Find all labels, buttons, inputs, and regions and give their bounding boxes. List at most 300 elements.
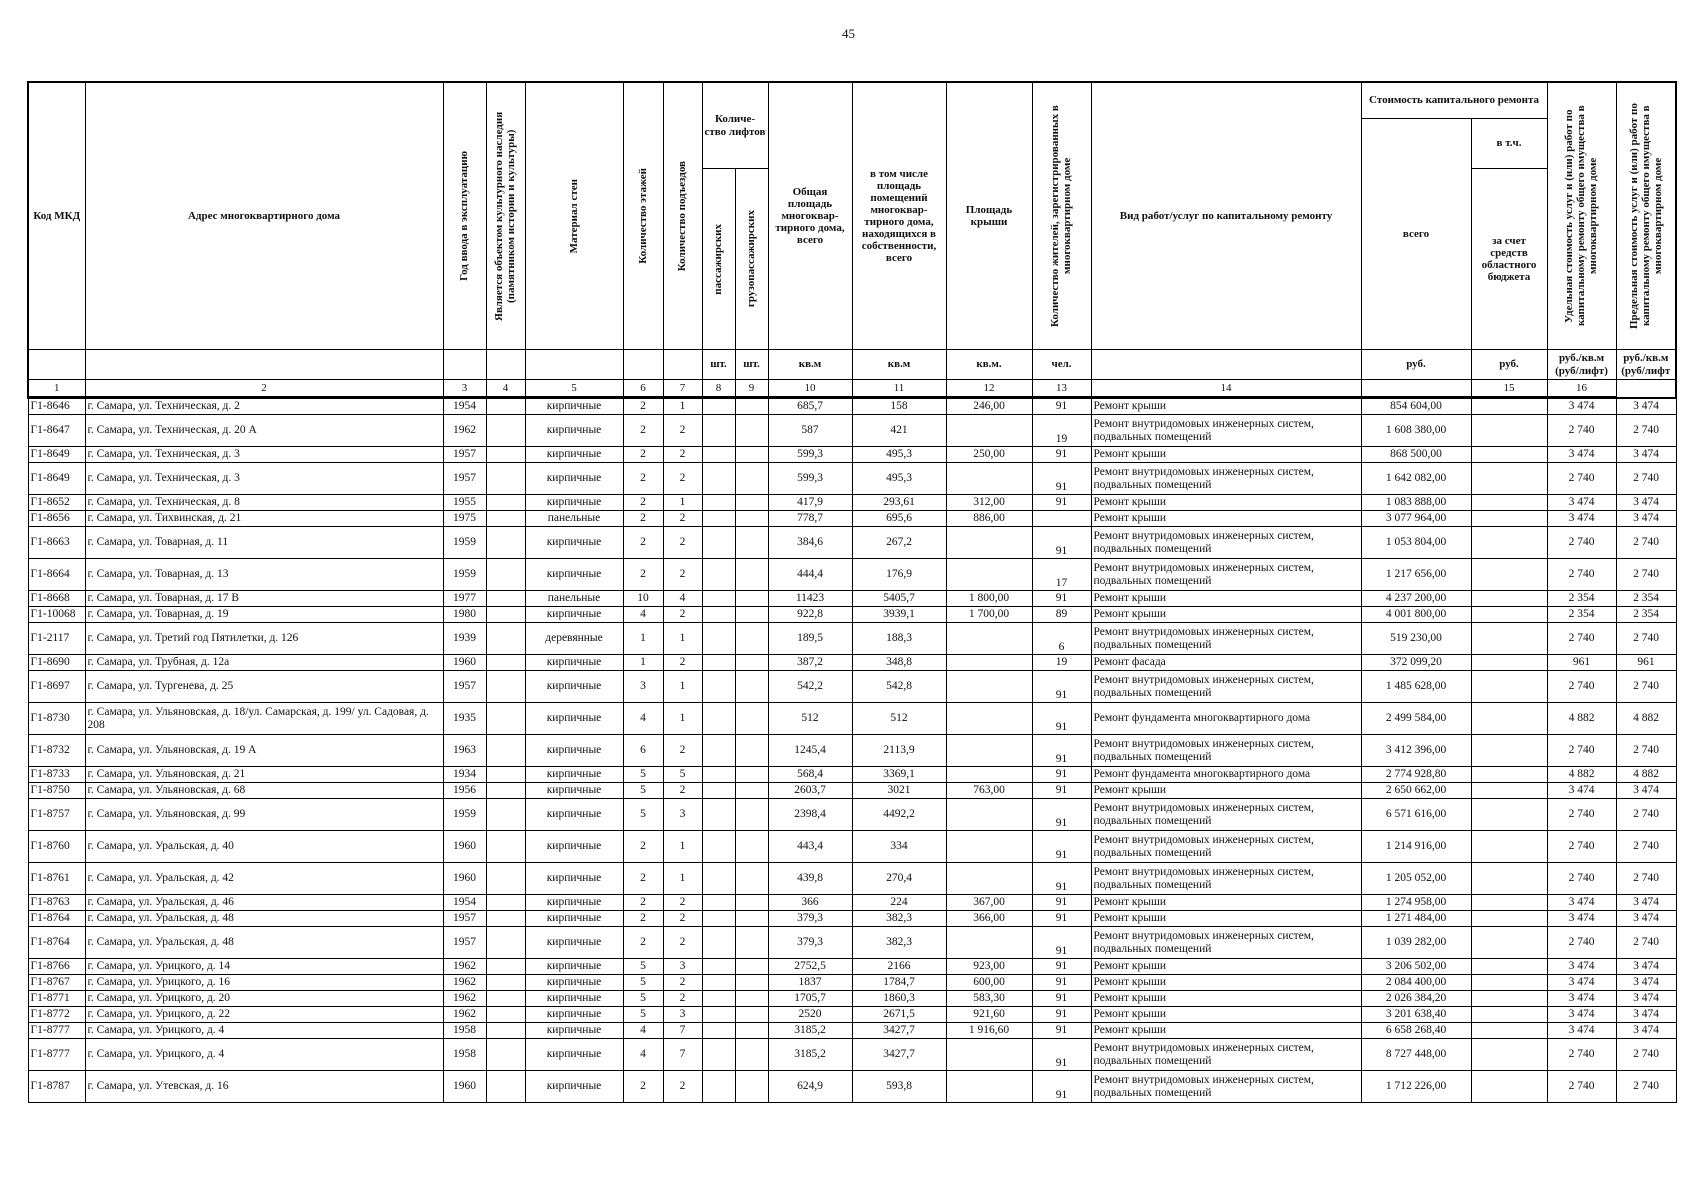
cell-total-area: 443,4	[768, 831, 852, 863]
cell-floors: 2	[623, 559, 663, 591]
cell-material: кирпичные	[525, 1071, 623, 1103]
cell-limit-cost: 3 474	[1616, 895, 1676, 911]
cell-entrances: 2	[663, 559, 702, 591]
table-row	[28, 398, 1676, 415]
cell-code: Г1-10068	[28, 607, 85, 623]
cell-elev-pass	[702, 1071, 735, 1103]
cell-elev-pass	[702, 991, 735, 1007]
cell-year: 1959	[443, 527, 486, 559]
cell-total-area: 778,7	[768, 511, 852, 527]
cell-entrances: 3	[663, 1007, 702, 1023]
cell-residents: 6	[1032, 623, 1091, 655]
cell-residents: 91	[1032, 527, 1091, 559]
cell-cost-regional	[1471, 398, 1547, 415]
cell-code: Г1-8649	[28, 463, 85, 495]
cell-roof-area: 923,00	[946, 959, 1032, 975]
cell-heritage	[486, 559, 525, 591]
cell-material: кирпичные	[525, 703, 623, 735]
units-row	[28, 350, 1676, 380]
cell-roof-area	[946, 927, 1032, 959]
cell-limit-cost: 3 474	[1616, 959, 1676, 975]
cell-heritage	[486, 527, 525, 559]
cell-code: Г1-8730	[28, 703, 85, 735]
cell-unit-cost: 3 474	[1547, 398, 1616, 415]
cell-year: 1960	[443, 831, 486, 863]
cell-roof-area: 250,00	[946, 447, 1032, 463]
cell-code: Г1-8772	[28, 1007, 85, 1023]
cell-cost-total: 8 727 448,00	[1361, 1039, 1471, 1071]
cell-heritage	[486, 463, 525, 495]
header-residents: Количество жителей, зарегистрированных в многоквартирном доме	[1032, 82, 1091, 350]
col-num	[1361, 380, 1471, 398]
cell-work: Ремонт внутридомовых инженерных систем, подвальных помещений	[1091, 735, 1361, 767]
cell-material: кирпичные	[525, 398, 623, 415]
cell-limit-cost: 2 740	[1616, 623, 1676, 655]
cell-elev-pass	[702, 959, 735, 975]
cell-roof-area: 312,00	[946, 495, 1032, 511]
cell-owned-area: 593,8	[852, 1071, 946, 1103]
cell-heritage	[486, 398, 525, 415]
cell-limit-cost: 2 740	[1616, 527, 1676, 559]
cell-limit-cost: 3 474	[1616, 447, 1676, 463]
table-row	[28, 591, 1676, 607]
col-num: 1	[28, 380, 85, 398]
cell-cost-total: 1 271 484,00	[1361, 911, 1471, 927]
cell-year: 1957	[443, 463, 486, 495]
unit-pass: шт.	[702, 350, 735, 380]
cell-roof-area: 1 916,60	[946, 1023, 1032, 1039]
cell-year: 1962	[443, 1007, 486, 1023]
cell-address: г. Самара, ул. Трубная, д. 12а	[85, 655, 443, 671]
cell-total-area: 384,6	[768, 527, 852, 559]
cell-elev-pass	[702, 398, 735, 415]
cell-residents: 91	[1032, 671, 1091, 703]
cell-entrances: 2	[663, 927, 702, 959]
cell-floors: 3	[623, 671, 663, 703]
cell-work: Ремонт внутридомовых инженерных систем, подвальных помещений	[1091, 831, 1361, 863]
cell-cost-regional	[1471, 415, 1547, 447]
cell-floors: 4	[623, 1023, 663, 1039]
cell-work: Ремонт крыши	[1091, 1007, 1361, 1023]
cell-work: Ремонт крыши	[1091, 398, 1361, 415]
cell-code: Г1-8656	[28, 511, 85, 527]
cell-roof-area: 367,00	[946, 895, 1032, 911]
cell-floors: 2	[623, 511, 663, 527]
cell-residents: 91	[1032, 959, 1091, 975]
cell-residents: 91	[1032, 927, 1091, 959]
cell-limit-cost: 2 740	[1616, 799, 1676, 831]
cell-total-area: 922,8	[768, 607, 852, 623]
cell-floors: 4	[623, 607, 663, 623]
cell-residents: 91	[1032, 1039, 1091, 1071]
cell-heritage	[486, 607, 525, 623]
cell-code: Г1-8668	[28, 591, 85, 607]
cell-unit-cost: 4 882	[1547, 703, 1616, 735]
cell-elev-cargo	[735, 398, 768, 415]
cell-total-area: 387,2	[768, 655, 852, 671]
cell-elev-cargo	[735, 1039, 768, 1071]
cell-elev-pass	[702, 415, 735, 447]
cell-residents: 91	[1032, 398, 1091, 415]
cell-cost-regional	[1471, 607, 1547, 623]
cell-owned-area: 270,4	[852, 863, 946, 895]
cell-year: 1959	[443, 559, 486, 591]
header-roof-area: Площадь крыши	[946, 82, 1032, 350]
cell-floors: 2	[623, 527, 663, 559]
cell-heritage	[486, 511, 525, 527]
cell-year: 1963	[443, 735, 486, 767]
cell-floors: 5	[623, 959, 663, 975]
cell-elev-pass	[702, 1007, 735, 1023]
cell-elev-cargo	[735, 463, 768, 495]
cell-year: 1954	[443, 398, 486, 415]
cell-address: г. Самара, ул. Урицкого, д. 14	[85, 959, 443, 975]
cell-year: 1957	[443, 447, 486, 463]
cell-address: г. Самара, ул. Утевская, д. 16	[85, 1071, 443, 1103]
table-row	[28, 799, 1676, 831]
cell-material: кирпичные	[525, 991, 623, 1007]
cell-material: кирпичные	[525, 959, 623, 975]
cell-residents: 91	[1032, 703, 1091, 735]
cell-cost-total: 3 412 396,00	[1361, 735, 1471, 767]
cell-heritage	[486, 959, 525, 975]
cell-unit-cost: 3 474	[1547, 911, 1616, 927]
cell-limit-cost: 2 740	[1616, 1039, 1676, 1071]
cell-entrances: 3	[663, 799, 702, 831]
cell-limit-cost: 3 474	[1616, 991, 1676, 1007]
cell-cost-total: 1 214 916,00	[1361, 831, 1471, 863]
cell-work: Ремонт крыши	[1091, 591, 1361, 607]
cell-roof-area	[946, 623, 1032, 655]
cell-roof-area	[946, 1071, 1032, 1103]
header-owned-area: в том числе площадь помещений многоквар-тирного дома, находящихся в собственности, всего	[852, 82, 946, 350]
cell-unit-cost: 2 354	[1547, 607, 1616, 623]
cell-elev-cargo	[735, 1007, 768, 1023]
cell-address: г. Самара, ул. Техническая, д. 8	[85, 495, 443, 511]
cell-residents: 91	[1032, 863, 1091, 895]
cell-code: Г1-2117	[28, 623, 85, 655]
cell-cost-total: 1 712 226,00	[1361, 1071, 1471, 1103]
cell-total-area: 624,9	[768, 1071, 852, 1103]
cell-heritage	[486, 975, 525, 991]
cell-work: Ремонт внутридомовых инженерных систем, подвальных помещений	[1091, 527, 1361, 559]
cell-heritage	[486, 591, 525, 607]
cell-limit-cost: 4 882	[1616, 767, 1676, 783]
cell-total-area: 3185,2	[768, 1023, 852, 1039]
header-elevators-pass: пассажирских	[702, 169, 735, 350]
cell-year: 1935	[443, 703, 486, 735]
cell-cost-regional	[1471, 447, 1547, 463]
cell-address: г. Самара, ул. Ульяновская, д. 21	[85, 767, 443, 783]
cell-unit-cost: 2 740	[1547, 527, 1616, 559]
cell-entrances: 2	[663, 511, 702, 527]
cell-cost-total: 2 026 384,20	[1361, 991, 1471, 1007]
col-num: 4	[486, 380, 525, 398]
cell-elev-pass	[702, 831, 735, 863]
cell-address: г. Самара, ул. Урицкого, д. 4	[85, 1023, 443, 1039]
cell-work: Ремонт внутридомовых инженерных систем, подвальных помещений	[1091, 623, 1361, 655]
cell-heritage	[486, 783, 525, 799]
cell-entrances: 1	[663, 495, 702, 511]
cell-owned-area: 3021	[852, 783, 946, 799]
cell-cost-total: 3 201 638,40	[1361, 1007, 1471, 1023]
cell-address: г. Самара, ул. Уральская, д. 46	[85, 895, 443, 911]
cell-cost-regional	[1471, 799, 1547, 831]
header-elevators-cargo: грузопассажирских	[735, 169, 768, 350]
cell-unit-cost: 2 740	[1547, 559, 1616, 591]
cell-owned-area: 293,61	[852, 495, 946, 511]
cell-cost-regional	[1471, 703, 1547, 735]
cell-cost-total: 6 571 616,00	[1361, 799, 1471, 831]
col-num: 9	[735, 380, 768, 398]
cell-total-area: 379,3	[768, 927, 852, 959]
col-num: 6	[623, 380, 663, 398]
cell-owned-area: 158	[852, 398, 946, 415]
header-cost-incl: в т.ч.	[1471, 119, 1547, 169]
cell-residents: 91	[1032, 783, 1091, 799]
cell-heritage	[486, 767, 525, 783]
cell-entrances: 1	[663, 671, 702, 703]
cell-code: Г1-8763	[28, 895, 85, 911]
cell-entrances: 7	[663, 1023, 702, 1039]
cell-material: кирпичные	[525, 415, 623, 447]
cell-total-area: 2752,5	[768, 959, 852, 975]
cell-limit-cost: 2 354	[1616, 607, 1676, 623]
cell-residents: 91	[1032, 735, 1091, 767]
table-row	[28, 735, 1676, 767]
cell-heritage	[486, 415, 525, 447]
cell-elev-pass	[702, 607, 735, 623]
cell-owned-area: 2671,5	[852, 1007, 946, 1023]
cell-elev-cargo	[735, 495, 768, 511]
cell-owned-area: 695,6	[852, 511, 946, 527]
cell-elev-pass	[702, 559, 735, 591]
cell-residents: 89	[1032, 607, 1091, 623]
cell-address: г. Самара, ул. Уральская, д. 48	[85, 927, 443, 959]
cell-elev-cargo	[735, 911, 768, 927]
cell-elev-cargo	[735, 671, 768, 703]
cell-cost-total: 1 083 888,00	[1361, 495, 1471, 511]
table-row	[28, 623, 1676, 655]
cell-material: кирпичные	[525, 863, 623, 895]
cell-owned-area: 3369,1	[852, 767, 946, 783]
cell-elev-cargo	[735, 799, 768, 831]
cell-owned-area: 3427,7	[852, 1023, 946, 1039]
cell-heritage	[486, 1023, 525, 1039]
cell-address: г. Самара, ул. Тургенева, д. 25	[85, 671, 443, 703]
cell-cost-regional	[1471, 831, 1547, 863]
cell-cost-total: 868 500,00	[1361, 447, 1471, 463]
cell-entrances: 2	[663, 783, 702, 799]
table-row	[28, 975, 1676, 991]
cell-total-area: 379,3	[768, 911, 852, 927]
cell-unit-cost: 3 474	[1547, 1023, 1616, 1039]
cell-year: 1975	[443, 511, 486, 527]
cell-work: Ремонт фасада	[1091, 655, 1361, 671]
cell-elev-pass	[702, 703, 735, 735]
cell-material: кирпичные	[525, 527, 623, 559]
cell-limit-cost: 3 474	[1616, 783, 1676, 799]
cell-roof-area: 921,60	[946, 1007, 1032, 1023]
cell-unit-cost: 3 474	[1547, 511, 1616, 527]
cell-entrances: 2	[663, 735, 702, 767]
cell-residents: 91	[1032, 1023, 1091, 1039]
cell-material: кирпичные	[525, 767, 623, 783]
table-row	[28, 863, 1676, 895]
cell-heritage	[486, 623, 525, 655]
header-cost-total: всего	[1361, 119, 1471, 350]
cell-material: кирпичные	[525, 927, 623, 959]
cell-floors: 5	[623, 799, 663, 831]
table-row	[28, 1071, 1676, 1103]
cell-unit-cost: 2 740	[1547, 799, 1616, 831]
cell-work: Ремонт внутридомовых инженерных систем, подвальных помещений	[1091, 463, 1361, 495]
cell-material: панельные	[525, 511, 623, 527]
cell-year: 1962	[443, 415, 486, 447]
cell-year: 1960	[443, 655, 486, 671]
col-num: 5	[525, 380, 623, 398]
cell-elev-cargo	[735, 783, 768, 799]
cell-code: Г1-8690	[28, 655, 85, 671]
cell-limit-cost: 3 474	[1616, 398, 1676, 415]
cell-unit-cost: 961	[1547, 655, 1616, 671]
cell-floors: 2	[623, 1071, 663, 1103]
cell-elev-cargo	[735, 415, 768, 447]
cell-address: г. Самара, ул. Техническая, д. 3	[85, 463, 443, 495]
cell-roof-area: 886,00	[946, 511, 1032, 527]
cell-material: кирпичные	[525, 1039, 623, 1071]
cell-floors: 2	[623, 911, 663, 927]
cell-code: Г1-8777	[28, 1039, 85, 1071]
cell-elev-cargo	[735, 591, 768, 607]
cell-elev-pass	[702, 911, 735, 927]
cell-owned-area: 1860,3	[852, 991, 946, 1007]
cell-address: г. Самара, ул. Уральская, д. 40	[85, 831, 443, 863]
cell-entrances: 1	[663, 863, 702, 895]
cell-elev-cargo	[735, 831, 768, 863]
cell-total-area: 1705,7	[768, 991, 852, 1007]
cell-cost-regional	[1471, 911, 1547, 927]
cell-roof-area: 583,30	[946, 991, 1032, 1007]
cell-entrances: 2	[663, 415, 702, 447]
cell-address: г. Самара, ул. Товарная, д. 11	[85, 527, 443, 559]
cell-cost-total: 1 485 628,00	[1361, 671, 1471, 703]
cell-cost-regional	[1471, 623, 1547, 655]
cell-year: 1934	[443, 767, 486, 783]
cell-code: Г1-8787	[28, 1071, 85, 1103]
cell-limit-cost: 2 354	[1616, 591, 1676, 607]
cell-unit-cost: 4 882	[1547, 767, 1616, 783]
cell-cost-total: 2 650 662,00	[1361, 783, 1471, 799]
cell-year: 1958	[443, 1023, 486, 1039]
cell-limit-cost: 2 740	[1616, 463, 1676, 495]
col-num: 2	[85, 380, 443, 398]
cell-residents: 91	[1032, 1007, 1091, 1023]
cell-work: Ремонт внутридомовых инженерных систем, подвальных помещений	[1091, 863, 1361, 895]
cell-total-area: 366	[768, 895, 852, 911]
cell-material: кирпичные	[525, 463, 623, 495]
cell-work: Ремонт внутридомовых инженерных систем, подвальных помещений	[1091, 559, 1361, 591]
header-elevators: Количе-ство лифтов	[702, 82, 768, 169]
cell-unit-cost: 3 474	[1547, 975, 1616, 991]
cell-heritage	[486, 895, 525, 911]
table-row	[28, 671, 1676, 703]
cell-elev-cargo	[735, 703, 768, 735]
cell-cost-total: 6 658 268,40	[1361, 1023, 1471, 1039]
cell-address: г. Самара, ул. Товарная, д. 19	[85, 607, 443, 623]
cell-work: Ремонт внутридомовых инженерных систем, подвальных помещений	[1091, 799, 1361, 831]
cell-total-area: 1837	[768, 975, 852, 991]
cell-material: кирпичные	[525, 655, 623, 671]
cell-code: Г1-8646	[28, 398, 85, 415]
cell-work: Ремонт внутридомовых инженерных систем, подвальных помещений	[1091, 415, 1361, 447]
table-row	[28, 831, 1676, 863]
cell-residents: 17	[1032, 559, 1091, 591]
cell-total-area: 512	[768, 703, 852, 735]
col-num: 16	[1547, 380, 1616, 398]
cell-cost-regional	[1471, 527, 1547, 559]
cell-material: кирпичные	[525, 911, 623, 927]
cell-entrances: 2	[663, 655, 702, 671]
cell-cost-total: 2 084 400,00	[1361, 975, 1471, 991]
column-numbers-row	[28, 380, 1676, 398]
cell-owned-area: 4492,2	[852, 799, 946, 831]
cell-elev-cargo	[735, 863, 768, 895]
cell-entrances: 1	[663, 703, 702, 735]
cell-cost-regional	[1471, 991, 1547, 1007]
cell-address: г. Самара, ул. Уральская, д. 42	[85, 863, 443, 895]
cell-total-area: 599,3	[768, 447, 852, 463]
cell-roof-area	[946, 1039, 1032, 1071]
header-floors: Количество этажей	[623, 82, 663, 350]
col-num: 11	[852, 380, 946, 398]
cell-owned-area: 495,3	[852, 463, 946, 495]
cell-code: Г1-8766	[28, 959, 85, 975]
cell-floors: 1	[623, 623, 663, 655]
header-limit-cost: Предельная стоимость услуг и (или) работ по капитальному ремонту общего имущества в многоквартирном доме	[1616, 82, 1676, 350]
cell-entrances: 2	[663, 975, 702, 991]
cell-limit-cost: 4 882	[1616, 703, 1676, 735]
cell-unit-cost: 2 740	[1547, 735, 1616, 767]
cell-elev-pass	[702, 975, 735, 991]
cell-elev-pass	[702, 463, 735, 495]
col-num: 8	[702, 380, 735, 398]
cell-material: кирпичные	[525, 671, 623, 703]
cell-floors: 2	[623, 415, 663, 447]
cell-owned-area: 224	[852, 895, 946, 911]
cell-work: Ремонт крыши	[1091, 1023, 1361, 1039]
unit-cost-total: руб.	[1361, 350, 1471, 380]
cell-total-area: 587	[768, 415, 852, 447]
cell-elev-cargo	[735, 1023, 768, 1039]
cell-unit-cost: 2 740	[1547, 927, 1616, 959]
cell-work: Ремонт фундамента многоквартирного дома	[1091, 767, 1361, 783]
cell-unit-cost: 2 740	[1547, 415, 1616, 447]
cell-unit-cost: 2 740	[1547, 463, 1616, 495]
cell-floors: 6	[623, 735, 663, 767]
cell-owned-area: 495,3	[852, 447, 946, 463]
cell-code: Г1-8764	[28, 927, 85, 959]
cell-cost-total: 2 499 584,00	[1361, 703, 1471, 735]
header-material: Материал стен	[525, 82, 623, 350]
cell-code: Г1-8697	[28, 671, 85, 703]
table-row	[28, 911, 1676, 927]
cell-heritage	[486, 703, 525, 735]
cell-total-area: 3185,2	[768, 1039, 852, 1071]
cell-total-area: 189,5	[768, 623, 852, 655]
cell-roof-area: 366,00	[946, 911, 1032, 927]
cell-limit-cost: 2 740	[1616, 415, 1676, 447]
